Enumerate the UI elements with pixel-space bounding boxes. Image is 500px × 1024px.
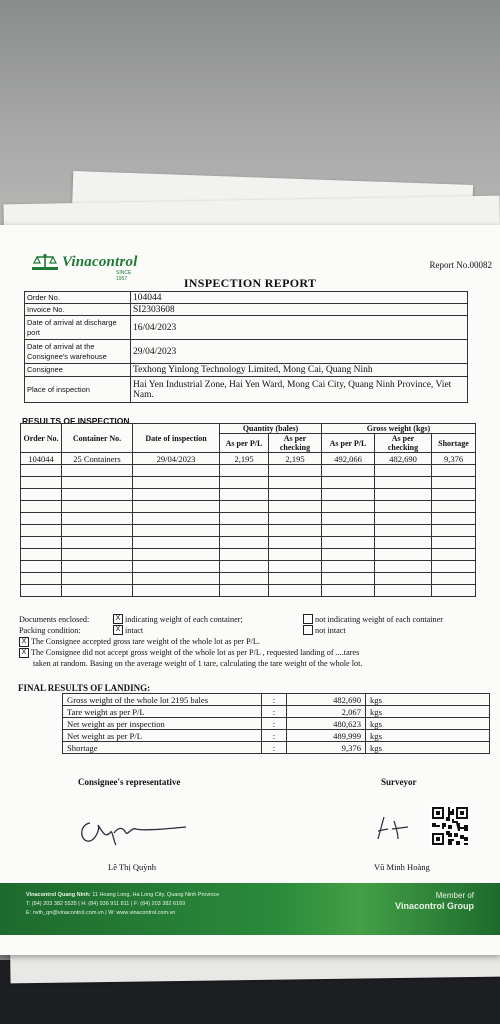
- empty-cell: [21, 477, 62, 489]
- final-value: 2,067: [287, 706, 366, 718]
- empty-cell: [375, 489, 432, 501]
- final-results-table: [62, 693, 490, 754]
- results-table: [20, 423, 476, 597]
- final-label: Net weight as per P/L: [63, 730, 262, 742]
- empty-cell: [432, 537, 476, 549]
- empty-cell: [21, 501, 62, 513]
- order-no-value: 104044: [131, 292, 468, 304]
- consignee-label: Consignee: [25, 364, 131, 377]
- footer-group: Vinacontrol Group: [395, 901, 474, 911]
- final-sep: :: [262, 730, 287, 742]
- footer-email: E: nvth_qn@vinacontrol.com.vn | W: www.vinacontrol.com.vn: [26, 910, 176, 916]
- empty-cell: [375, 549, 432, 561]
- empty-cell: [220, 525, 269, 537]
- col-qty-pl: As per P/L: [220, 434, 269, 453]
- results-title: RESULTS OF INSPECTION: [22, 416, 130, 426]
- footer-member: [395, 891, 474, 912]
- empty-cell: [269, 501, 322, 513]
- empty-cell: [62, 489, 133, 501]
- footer-address: 11 Hoang Long, Ha Long City, Quang Ninh Province: [92, 892, 220, 898]
- empty-cell: [133, 573, 220, 585]
- page-title: INSPECTION REPORT: [183, 276, 317, 290]
- empty-table-row: [21, 561, 476, 573]
- empty-table-row: [21, 537, 476, 549]
- surveyor-name: Vũ Minh Hoàng: [374, 862, 430, 872]
- empty-cell: [269, 513, 322, 525]
- empty-cell: [21, 585, 62, 597]
- empty-cell: [220, 549, 269, 561]
- empty-cell: [220, 489, 269, 501]
- documents-opt1: indicating weight of each container;: [125, 615, 243, 624]
- empty-cell: [133, 501, 220, 513]
- empty-cell: [220, 465, 269, 477]
- empty-cell: [21, 537, 62, 549]
- packing-label: Packing condition:: [19, 626, 81, 635]
- empty-cell: [375, 585, 432, 597]
- checkbox-no-weight: [303, 614, 313, 624]
- final-value: 489,999: [287, 730, 366, 742]
- row-gross-pl: 492,066: [322, 453, 375, 465]
- not-accepted-line-2: taken at random. Basing on the average weight of 1 tare, calculating the tare weight of the whole lot.: [33, 659, 363, 669]
- empty-cell: [269, 561, 322, 573]
- empty-cell: [21, 513, 62, 525]
- invoice-value: SI2303608: [131, 304, 468, 316]
- empty-cell: [62, 561, 133, 573]
- checkbox-not-intact: [303, 625, 313, 635]
- final-value: 482,690: [287, 694, 366, 706]
- col-date: Date of inspection: [133, 424, 220, 453]
- empty-cell: [322, 489, 375, 501]
- documents-opt2: not indicating weight of each container: [315, 615, 443, 624]
- arrival-warehouse-value: 29/04/2023: [131, 340, 468, 364]
- col-container-no: Container No.: [62, 424, 133, 453]
- invoice-label: Invoice No.: [25, 304, 131, 316]
- empty-cell: [432, 489, 476, 501]
- empty-cell: [269, 585, 322, 597]
- documents-label: Documents enclosed:: [19, 615, 90, 624]
- empty-cell: [375, 501, 432, 513]
- consignee-name: Lê Thị Quỳnh: [108, 862, 157, 872]
- empty-cell: [322, 477, 375, 489]
- empty-cell: [133, 513, 220, 525]
- empty-cell: [21, 489, 62, 501]
- col-gross-checking: As per checking: [375, 434, 432, 453]
- final-unit: kgs: [366, 742, 490, 754]
- final-unit: kgs: [366, 718, 490, 730]
- empty-cell: [21, 525, 62, 537]
- empty-cell: [133, 561, 220, 573]
- consignee-value: Texhong Yinlong Technology Limited, Mong Cai, Quang Ninh: [131, 364, 468, 377]
- accepted-line: The Consignee accepted gross tare weight of the whole lot as per P/L.: [31, 637, 260, 646]
- empty-cell: [220, 585, 269, 597]
- not-accepted-line: The Consignee did not accept gross weight of the whole lot as per P/L , requested landing of ....tares: [31, 648, 360, 658]
- qr-code-icon: [430, 805, 470, 847]
- empty-cell: [375, 573, 432, 585]
- empty-table-row: [21, 585, 476, 597]
- col-order-no: Order No.: [21, 424, 62, 453]
- checkbox-accepted: X: [19, 637, 29, 647]
- empty-cell: [133, 525, 220, 537]
- final-label: Shortage: [63, 742, 262, 754]
- row-qty-checking: 2,195: [269, 453, 322, 465]
- checkbox-weight-each: X: [113, 614, 123, 624]
- final-sep: :: [262, 742, 287, 754]
- empty-cell: [269, 477, 322, 489]
- empty-cell: [21, 465, 62, 477]
- row-order-no: 104044: [21, 453, 62, 465]
- final-label: Tare weight as per P/L: [63, 706, 262, 718]
- footer-band: [0, 883, 500, 935]
- empty-cell: [62, 465, 133, 477]
- final-unit: kgs: [366, 706, 490, 718]
- empty-cell: [220, 501, 269, 513]
- packing-intact: intact: [125, 626, 144, 635]
- empty-cell: [133, 537, 220, 549]
- empty-cell: [269, 525, 322, 537]
- empty-table-row: [21, 573, 476, 585]
- footer-office: Vinacontrol Quang Ninh:: [26, 892, 91, 898]
- empty-cell: [375, 477, 432, 489]
- footer-member-of: Member of: [435, 891, 474, 900]
- final-label: Gross weight of the whole lot 2195 bales: [63, 694, 262, 706]
- inspection-report-page: [0, 225, 500, 955]
- documents-section: [19, 614, 489, 669]
- final-row: [63, 742, 490, 754]
- empty-cell: [269, 489, 322, 501]
- empty-cell: [322, 513, 375, 525]
- footer-contact: [26, 891, 219, 918]
- empty-cell: [269, 573, 322, 585]
- col-shortage: Shortage: [432, 434, 476, 453]
- col-gross: Gross weight (kgs): [322, 424, 476, 434]
- logo-sub: SINCE 1957: [116, 270, 132, 282]
- empty-table-row: [21, 465, 476, 477]
- empty-cell: [375, 561, 432, 573]
- empty-cell: [220, 561, 269, 573]
- surveyor-label: Surveyor: [381, 777, 417, 787]
- empty-cell: [220, 573, 269, 585]
- empty-table-row: [21, 477, 476, 489]
- empty-cell: [375, 525, 432, 537]
- final-unit: kgs: [366, 694, 490, 706]
- empty-cell: [432, 561, 476, 573]
- empty-cell: [62, 585, 133, 597]
- row-shortage: 9,376: [432, 453, 476, 465]
- empty-cell: [220, 537, 269, 549]
- table-row: [21, 453, 476, 465]
- empty-cell: [322, 465, 375, 477]
- empty-cell: [21, 573, 62, 585]
- final-value: 480,623: [287, 718, 366, 730]
- arrival-port-value: 16/04/2023: [131, 316, 468, 340]
- empty-cell: [432, 573, 476, 585]
- checkbox-not-accepted: X: [19, 648, 29, 658]
- empty-cell: [322, 573, 375, 585]
- empty-cell: [322, 561, 375, 573]
- final-row: [63, 718, 490, 730]
- row-gross-checking: 482,690: [375, 453, 432, 465]
- empty-cell: [220, 477, 269, 489]
- empty-cell: [432, 465, 476, 477]
- shipment-info-table: [24, 291, 468, 403]
- empty-cell: [21, 549, 62, 561]
- arrival-warehouse-label: Date of arrival at the Consignee's warehouse: [25, 340, 131, 364]
- packing-not-intact: not intact: [315, 626, 346, 635]
- vinacontrol-logo: [32, 253, 138, 282]
- empty-cell: [322, 549, 375, 561]
- final-value: 9,376: [287, 742, 366, 754]
- empty-table-row: [21, 489, 476, 501]
- logo-text: Vinacontrol: [62, 253, 138, 270]
- empty-cell: [269, 549, 322, 561]
- empty-cell: [322, 585, 375, 597]
- empty-cell: [269, 465, 322, 477]
- empty-cell: [62, 549, 133, 561]
- empty-table-row: [21, 513, 476, 525]
- empty-cell: [62, 573, 133, 585]
- empty-cell: [432, 513, 476, 525]
- empty-cell: [269, 537, 322, 549]
- empty-cell: [133, 477, 220, 489]
- empty-table-row: [21, 549, 476, 561]
- scales-logo-icon: [32, 253, 58, 271]
- consignee-signature: [74, 813, 194, 849]
- final-row: [63, 706, 490, 718]
- row-qty-pl: 2,195: [220, 453, 269, 465]
- empty-cell: [133, 465, 220, 477]
- col-gross-pl: As per P/L: [322, 434, 375, 453]
- row-container-no: 25 Containers: [62, 453, 133, 465]
- place-value: Hai Yen Industrial Zone, Hai Yen Ward, Mong Cai City, Quang Ninh Province, Viet Nam.: [131, 377, 468, 403]
- empty-table-row: [21, 501, 476, 513]
- empty-cell: [133, 549, 220, 561]
- surveyor-signature: [372, 813, 422, 843]
- empty-cell: [322, 501, 375, 513]
- empty-cell: [432, 525, 476, 537]
- final-results-title: FINAL RESULTS OF LANDING:: [18, 683, 151, 693]
- final-label: Net weight as per inspection: [63, 718, 262, 730]
- empty-cell: [21, 561, 62, 573]
- empty-cell: [432, 549, 476, 561]
- empty-cell: [62, 501, 133, 513]
- final-sep: :: [262, 706, 287, 718]
- final-sep: :: [262, 718, 287, 730]
- final-unit: kgs: [366, 730, 490, 742]
- empty-cell: [322, 525, 375, 537]
- final-row: [63, 694, 490, 706]
- place-label: Place of inspection: [25, 377, 131, 403]
- consignee-rep-label: Consignee's representative: [78, 777, 181, 787]
- footer-phones: T: (84) 203 382 5535 | H: (84) 936 911 811 | F: (84) 203 382 6169: [26, 901, 186, 907]
- empty-cell: [375, 513, 432, 525]
- col-quantity: Quantity (bales): [220, 424, 322, 434]
- final-sep: :: [262, 694, 287, 706]
- empty-cell: [375, 537, 432, 549]
- checkbox-intact: X: [113, 625, 123, 635]
- empty-cell: [62, 525, 133, 537]
- order-no-label: Order No.: [25, 292, 131, 304]
- empty-table-row: [21, 525, 476, 537]
- report-number: Report No.00082: [429, 260, 492, 270]
- empty-cell: [432, 585, 476, 597]
- empty-cell: [432, 501, 476, 513]
- empty-cell: [133, 585, 220, 597]
- final-row: [63, 730, 490, 742]
- empty-cell: [432, 477, 476, 489]
- empty-cell: [62, 537, 133, 549]
- col-qty-checking: As per checking: [269, 434, 322, 453]
- row-date: 29/04/2023: [133, 453, 220, 465]
- arrival-port-label: Date of arrival at discharge port: [25, 316, 131, 340]
- empty-cell: [62, 513, 133, 525]
- empty-cell: [133, 489, 220, 501]
- empty-cell: [220, 513, 269, 525]
- empty-cell: [375, 465, 432, 477]
- empty-cell: [322, 537, 375, 549]
- empty-cell: [62, 477, 133, 489]
